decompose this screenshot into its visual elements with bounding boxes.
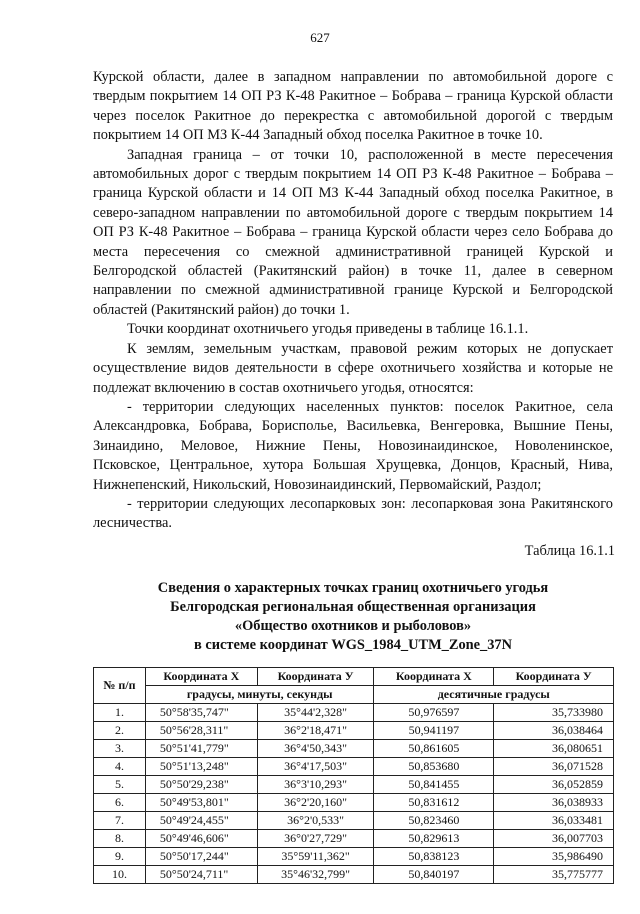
header-x-decimal: Координата X	[374, 668, 494, 686]
y-dms-cell: 36°2'18,471"	[257, 722, 374, 740]
x-decimal-cell: 50,831612	[374, 794, 494, 812]
coordinates-table	[93, 667, 614, 884]
header-number: № п/п	[94, 668, 146, 704]
table-row	[94, 848, 614, 866]
x-dms-cell: 50°50'29,238"	[145, 776, 257, 794]
paragraph: Западная граница – от точки 10, расположенной в месте пересечения автомобильных дорог с твердым покрытием 14 ОП РЗ К-48 Ракитное – Бобрава – граница Курской области и 14 ОП МЗ К-44 Западный обход поселка Ракитное, в северо-западном направлении по автомобильной дороге с твердым покрытием 14 ОП РЗ К-48 Ракитное – Бобрава – граница Курской области через село Бобрава до места пересечения со смежной административной границей Курской и Белгородской областей (Ракитянский район) в точке 11, далее в северном направлении по смежной административной границе Курской и Белгородской областей (Ракитянский район) до точки 1.	[93, 146, 613, 318]
paragraph: Курской области, далее в западном направлении по автомобильной дороге с твердым покрытием 14 ОП РЗ К-48 Ракитное – Бобрава – граница Курской области через поселок Ракитное до перекрестка с автомобильной дорогой с твердым покрытием 14 ОП МЗ К-44 Западный обход поселка Ракитное в точке 10.	[93, 69, 613, 144]
table-title-line-2: Белгородская региональная общественная организация	[170, 599, 536, 615]
row-number-cell: 9.	[94, 848, 146, 866]
x-dms-cell: 50°49'53,801"	[145, 794, 257, 812]
x-decimal-cell: 50,976597	[374, 704, 494, 722]
row-number-cell: 3.	[94, 740, 146, 758]
table-row	[94, 830, 614, 848]
table-row	[94, 704, 614, 722]
x-dms-cell: 50°56'28,311"	[145, 722, 257, 740]
y-dms-cell: 36°2'20,160"	[257, 794, 374, 812]
y-dms-cell: 36°2'0,533"	[257, 812, 374, 830]
row-number-cell: 1.	[94, 704, 146, 722]
x-decimal-cell: 50,853680	[374, 758, 494, 776]
header-x-dms: Координата X	[145, 668, 257, 686]
table-title	[93, 579, 613, 655]
row-number-cell: 6.	[94, 794, 146, 812]
table-subheader-row	[94, 686, 614, 704]
x-decimal-cell: 50,829613	[374, 830, 494, 848]
y-dms-cell: 36°3'10,293"	[257, 776, 374, 794]
header-y-dms: Координата У	[257, 668, 374, 686]
table-title-line-1: Сведения о характерных точках границ охотничьего угодья	[157, 580, 549, 596]
y-dms-cell: 35°44'2,328"	[257, 704, 374, 722]
y-decimal-cell: 36,052859	[494, 776, 614, 794]
table-row	[94, 812, 614, 830]
x-decimal-cell: 50,941197	[374, 722, 494, 740]
table-body	[94, 704, 614, 884]
row-number-cell: 5.	[94, 776, 146, 794]
x-dms-cell: 50°50'24,711"	[145, 866, 257, 884]
x-decimal-cell: 50,861605	[374, 740, 494, 758]
x-dms-cell: 50°51'13,248"	[145, 758, 257, 776]
y-decimal-cell: 36,033481	[494, 812, 614, 830]
table-title-line-3: «Общество охотников и рыболовов»	[234, 618, 472, 634]
body-text	[93, 68, 613, 534]
x-decimal-cell: 50,841455	[374, 776, 494, 794]
table-row	[94, 758, 614, 776]
paragraph: - территории следующих лесопарковых зон: лесопарковая зона Ракитянского лесничества.	[93, 495, 613, 532]
row-number-cell: 7.	[94, 812, 146, 830]
table-row	[94, 776, 614, 794]
y-decimal-cell: 36,038464	[494, 722, 614, 740]
y-decimal-cell: 36,038933	[494, 794, 614, 812]
table-row	[94, 866, 614, 884]
table-row	[94, 740, 614, 758]
row-number-cell: 4.	[94, 758, 146, 776]
x-dms-cell: 50°58'35,747"	[145, 704, 257, 722]
paragraph: Точки координат охотничьего угодья приведены в таблице 16.1.1.	[127, 321, 529, 338]
y-decimal-cell: 35,986490	[494, 848, 614, 866]
row-number-cell: 10.	[94, 866, 146, 884]
paragraph: - территории следующих населенных пунктов: поселок Ракитное, села Александровка, Бобрава, Борисполье, Васильевка, Венгеровка, Вышние Пены, Зинаидино, Меловое, Нижние Пены, Новозинаидинское, Новоленинское, Псковское, Центральное, хутора Большая Хрущевка, Донцов, Красный, Нива, Нижнепенский, Никольский, Новозинаидинский, Первомайский, Раздол;	[93, 398, 613, 493]
page-number: 627	[310, 30, 330, 45]
y-decimal-cell: 36,007703	[494, 830, 614, 848]
x-dms-cell: 50°50'17,244"	[145, 848, 257, 866]
x-dms-cell: 50°49'46,606"	[145, 830, 257, 848]
y-dms-cell: 36°4'50,343"	[257, 740, 374, 758]
y-decimal-cell: 36,071528	[494, 758, 614, 776]
x-dms-cell: 50°51'41,779"	[145, 740, 257, 758]
header-y-decimal: Координата У	[494, 668, 614, 686]
y-dms-cell: 36°0'27,729"	[257, 830, 374, 848]
row-number-cell: 2.	[94, 722, 146, 740]
y-decimal-cell: 36,080651	[494, 740, 614, 758]
y-decimal-cell: 35,733980	[494, 704, 614, 722]
y-dms-cell: 36°4'17,503"	[257, 758, 374, 776]
subheader-dms: градусы, минуты, секунды	[145, 686, 374, 704]
x-decimal-cell: 50,840197	[374, 866, 494, 884]
y-dms-cell: 35°46'32,799"	[257, 866, 374, 884]
x-dms-cell: 50°49'24,455"	[145, 812, 257, 830]
table-row	[94, 722, 614, 740]
table-caption: Таблица 16.1.1	[524, 543, 615, 559]
y-decimal-cell: 35,775777	[494, 866, 614, 884]
x-decimal-cell: 50,838123	[374, 848, 494, 866]
subheader-decimal: десятичные градусы	[374, 686, 614, 704]
table-header-row	[94, 668, 614, 686]
table-row	[94, 794, 614, 812]
table-title-line-4: в системе координат WGS_1984_UTM_Zone_37N	[193, 637, 513, 653]
y-dms-cell: 35°59'11,362"	[257, 848, 374, 866]
paragraph: К землям, земельным участкам, правовой режим которых не допускает осуществление видов деятельности в сфере охотничьего хозяйства и которые не подлежат включению в состав охотничьего угодья, относятся:	[93, 340, 613, 396]
x-decimal-cell: 50,823460	[374, 812, 494, 830]
row-number-cell: 8.	[94, 830, 146, 848]
